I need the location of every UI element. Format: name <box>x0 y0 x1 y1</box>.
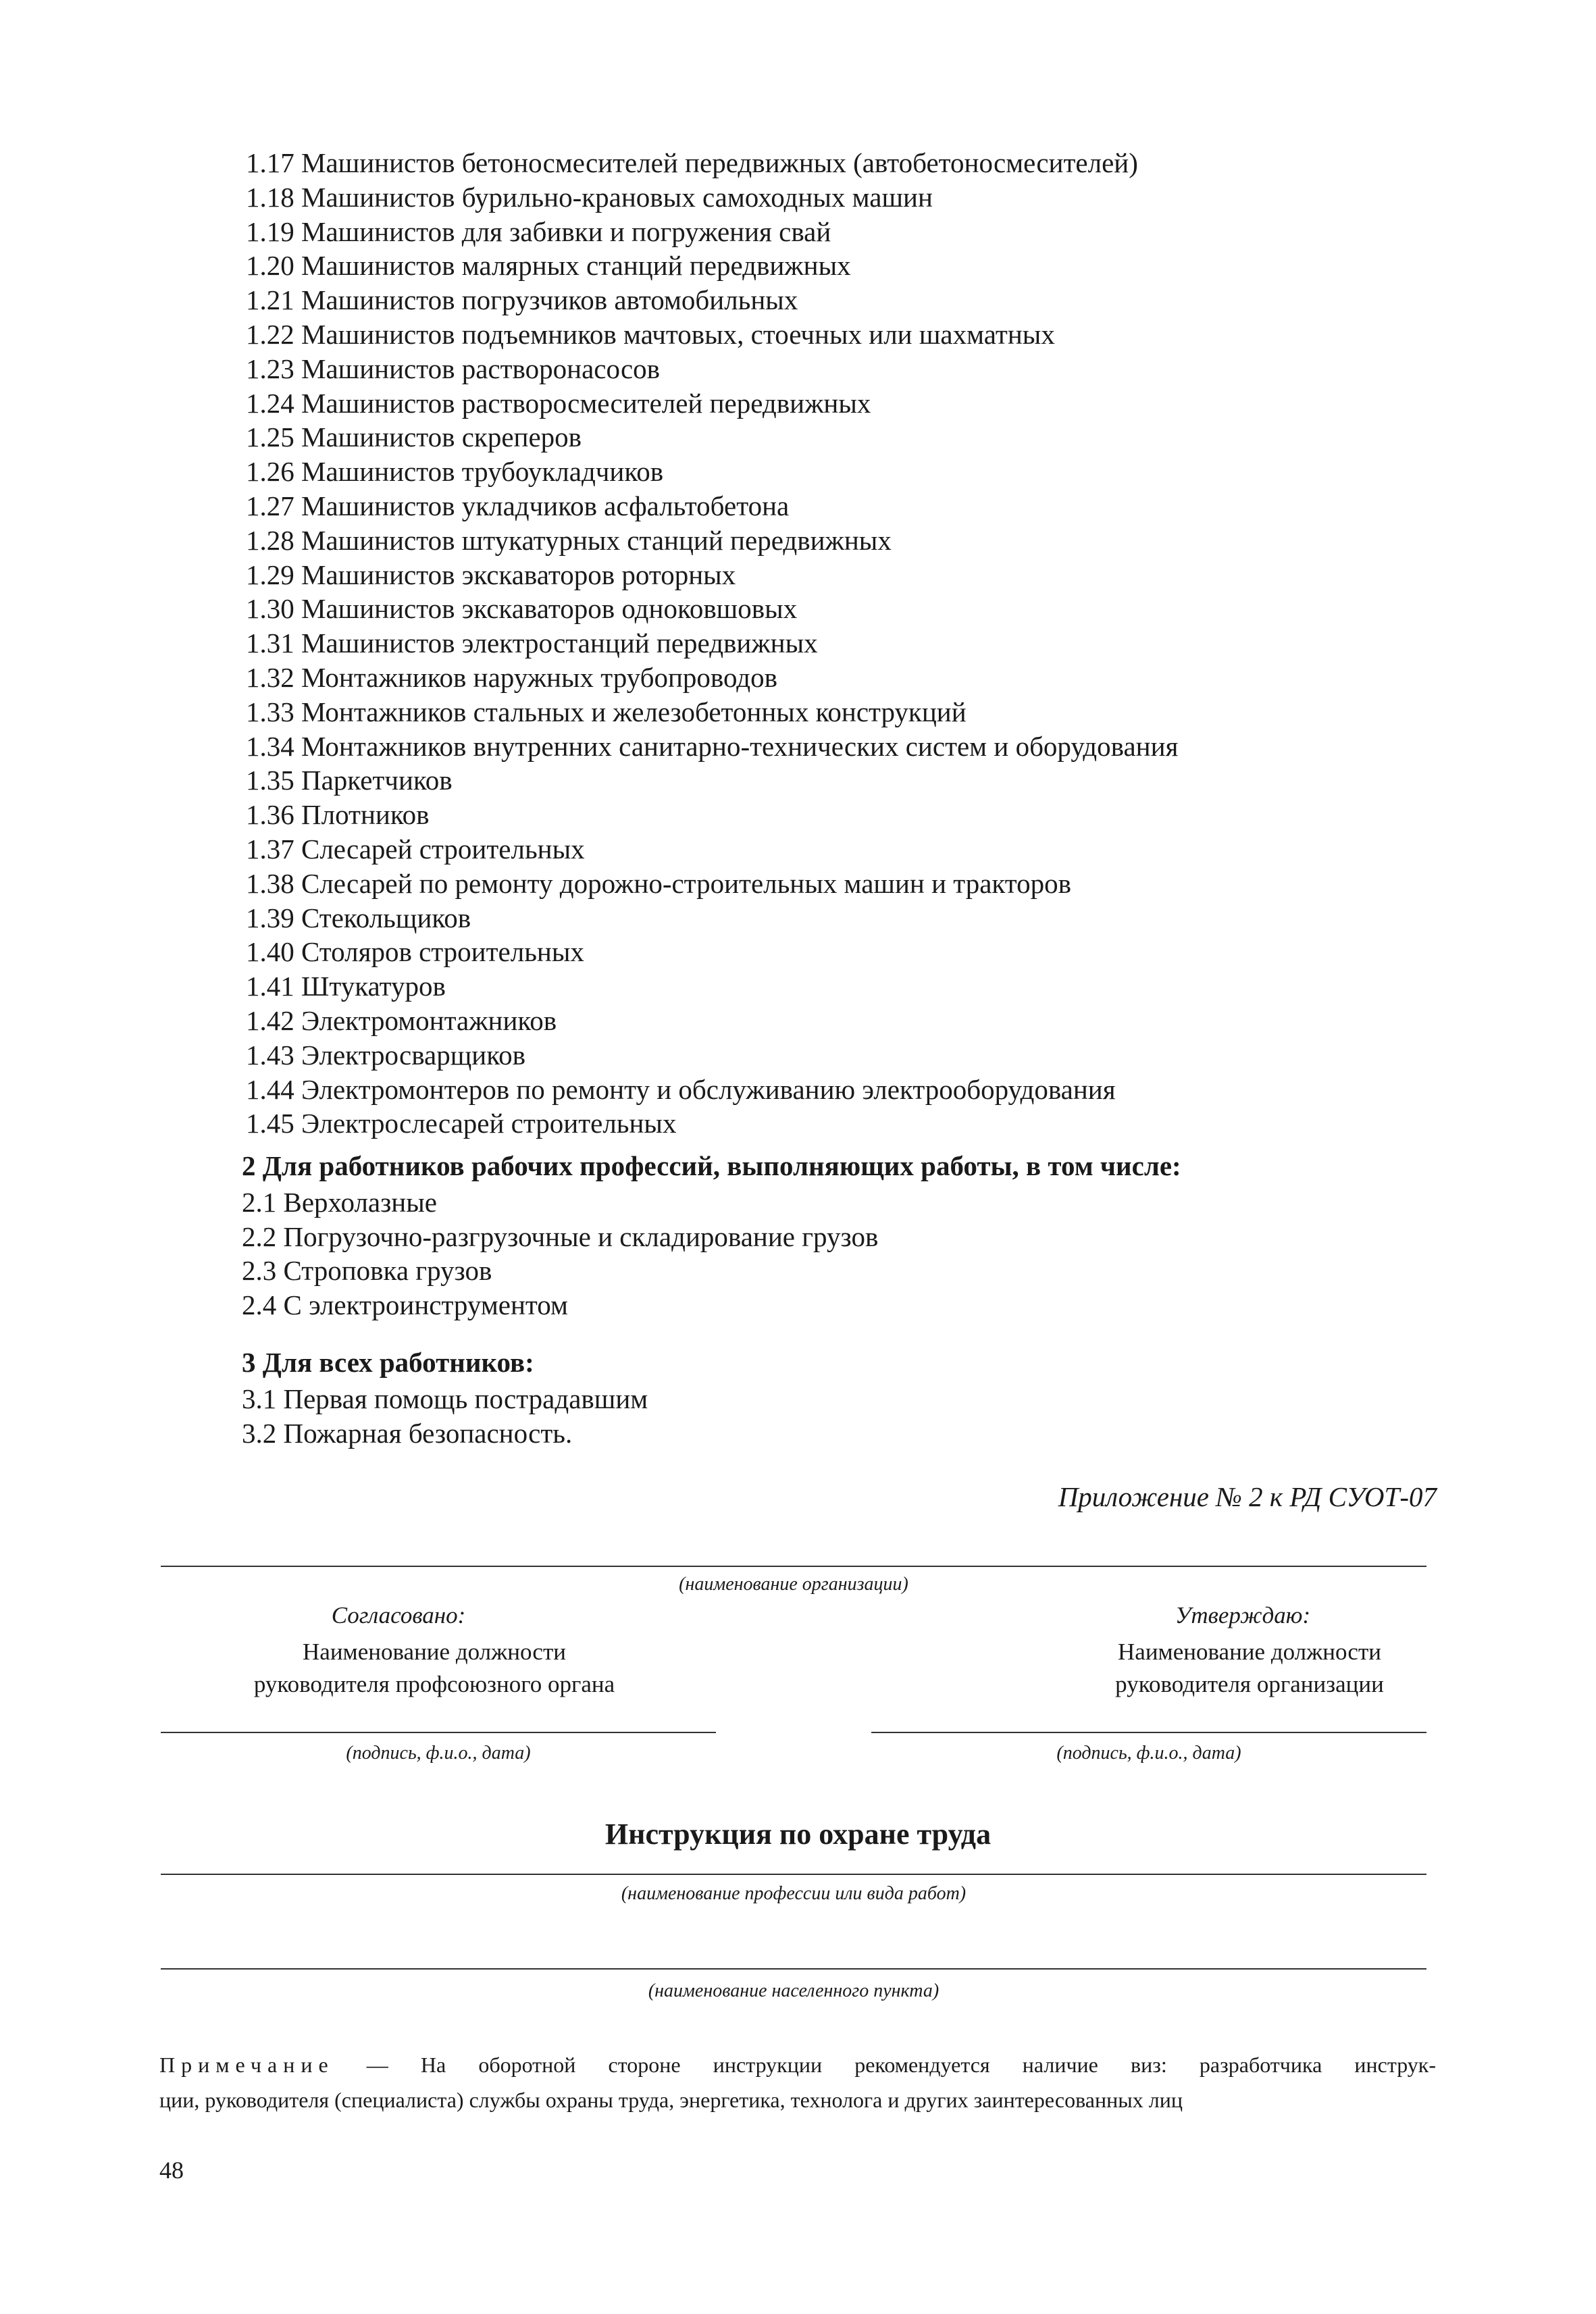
agreed-signature-line <box>161 1732 716 1733</box>
profession-list <box>246 146 1435 1141</box>
agreed-position-line1: Наименование должности <box>303 1639 566 1665</box>
section-2 <box>242 1146 1458 1322</box>
list-item: 1.45 Электрослесарей строительных <box>246 1108 677 1139</box>
list-item: 1.38 Слесарей по ремонту дорожно-строительных машин и тракторов <box>246 867 1072 899</box>
list-item: 2.3 Строповка грузов <box>242 1255 492 1286</box>
list-item: 1.40 Столяров строительных <box>246 936 584 968</box>
note-line-1 <box>159 2047 1436 2082</box>
approved-signature-caption: (подпись, ф.и.о., дата) <box>1056 1743 1241 1764</box>
section-3-heading: 3 Для всех работников: <box>242 1347 534 1378</box>
list-item: 1.27 Машинистов укладчиков асфальтобетона <box>246 490 790 521</box>
list-item: 1.22 Машинистов подъемников мачтовых, стоечных или шахматных <box>246 318 1055 350</box>
organization-caption: (наименование организации) <box>679 1574 908 1595</box>
list-item: 1.26 Машинистов трубоукладчиков <box>246 456 664 488</box>
list-item: 1.43 Электросварщиков <box>246 1039 525 1071</box>
approved-position <box>1027 1636 1472 1701</box>
list-item: 1.20 Машинистов малярных станций передвижных <box>246 250 851 282</box>
list-item: 1.24 Машинистов растворосмесителей передвижных <box>246 387 871 419</box>
list-item: 1.35 Паркетчиков <box>246 765 453 796</box>
profession-caption: (наименование профессии или вида работ) <box>621 1883 967 1904</box>
list-item: 2.1 Верхолазные <box>242 1187 437 1218</box>
approved-position-line2: руководителя организации <box>1115 1671 1384 1697</box>
list-item: 1.37 Слесарей строительных <box>246 833 585 865</box>
list-item: 1.17 Машинистов бетоносмесителей передвижных (автобетоносмесителей) <box>246 147 1138 178</box>
approved-label: Утверждаю: <box>1175 1602 1311 1628</box>
list-item: 1.25 Машинистов скреперов <box>246 421 582 453</box>
organization-line <box>161 1566 1426 1567</box>
list-item: 1.41 Штукатуров <box>246 971 446 1002</box>
list-item: 1.30 Машинистов экскаваторов одноковшовых <box>246 593 798 625</box>
list-item: 1.44 Электромонтеров по ремонту и обслуживанию электрооборудования <box>246 1073 1116 1105</box>
list-item: 1.28 Машинистов штукатурных станций передвижных <box>246 524 892 556</box>
approved-position-line1: Наименование должности <box>1118 1639 1381 1665</box>
section-2-heading: 2 Для работников рабочих профессий, выполняющих работы, в том числе: <box>242 1150 1181 1181</box>
agreed-label: Согласовано: <box>331 1602 466 1628</box>
locality-line <box>161 1968 1426 1970</box>
list-item: 3.1 Первая помощь пострадавшим <box>242 1383 648 1414</box>
list-item: 1.18 Машинистов бурильно-крановых самоходных машин <box>246 181 933 213</box>
page-number: 48 <box>159 2157 184 2184</box>
list-item: 1.36 Плотников <box>246 799 430 831</box>
locality-caption: (наименование населенного пункта) <box>648 1980 939 2001</box>
list-item: 1.21 Машинистов погрузчиков автомобильных <box>246 284 798 316</box>
note-text-1: — На оборотной стороне инструкции рекомендуется наличие виз: разработчика инструк- <box>334 2053 1436 2077</box>
list-item: 2.2 Погрузочно-разгрузочные и складирование грузов <box>242 1220 879 1252</box>
agreed-position-line2: руководителя профсоюзного органа <box>253 1671 615 1697</box>
profession-line <box>161 1874 1426 1875</box>
list-item: 1.39 Стекольщиков <box>246 902 471 933</box>
agreed-signature-caption: (подпись, ф.и.о., дата) <box>346 1743 531 1764</box>
note <box>159 2047 1436 2117</box>
note-line-2: ции, руководителя (специалиста) службы охраны труда, энергетика, технолога и других заинтересованных лиц <box>159 2088 1183 2112</box>
approved-signature-line <box>871 1732 1426 1733</box>
list-item: 1.29 Машинистов экскаваторов роторных <box>246 559 736 590</box>
note-label: Примечание <box>159 2053 334 2077</box>
list-item: 3.2 Пожарная безопасность. <box>242 1417 573 1449</box>
appendix-label: Приложение № 2 к РД СУОТ-07 <box>1058 1481 1437 1512</box>
agreed-position <box>161 1636 708 1701</box>
document-title: Инструкция по охране труда <box>604 1818 992 1851</box>
list-item: 1.34 Монтажников внутренних санитарно-технических систем и оборудования <box>246 730 1179 762</box>
list-item: 2.4 С электроинструментом <box>242 1289 568 1320</box>
list-item: 1.42 Электромонтажников <box>246 1004 557 1036</box>
section-3 <box>242 1343 1458 1450</box>
list-item: 1.19 Машинистов для забивки и погружения свай <box>246 215 831 247</box>
list-item: 1.23 Машинистов растворонасосов <box>246 353 661 384</box>
list-item: 1.31 Машинистов электростанций передвижных <box>246 627 818 659</box>
list-item: 1.32 Монтажников наружных трубопроводов <box>246 661 778 693</box>
list-item: 1.33 Монтажников стальных и железобетонных конструкций <box>246 696 967 727</box>
